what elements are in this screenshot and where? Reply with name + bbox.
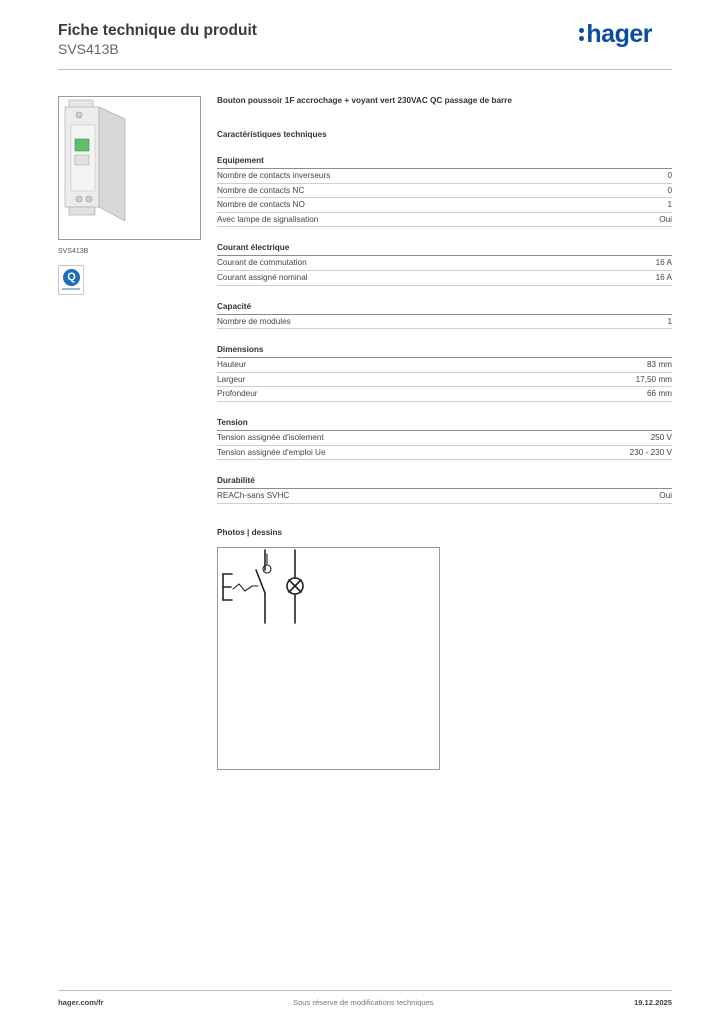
spec-value: 1 — [667, 316, 672, 326]
product-description: Bouton poussoir 1F accrochage + voyant vert 230VAC QC passage de barre — [217, 96, 512, 105]
spec-row — [217, 446, 672, 461]
photos-heading: Photos | dessins — [217, 527, 283, 537]
spec-section-title: Tension — [217, 418, 672, 431]
hager-logo[interactable] — [579, 20, 652, 49]
spec-row — [217, 315, 672, 330]
header-divider — [58, 69, 672, 70]
spec-section — [217, 418, 672, 460]
footer-website-link[interactable]: hager.com/fr — [58, 998, 104, 1007]
spec-label: Tension assignée d'emploi Ue — [217, 447, 326, 457]
spec-label: REACh-sans SVHC — [217, 491, 290, 501]
modular-device-icon — [59, 97, 200, 239]
spec-section-title: Capacité — [217, 302, 672, 315]
spec-section — [217, 243, 672, 285]
spec-label: Tension assignée d'isolement — [217, 432, 324, 442]
spec-value: 250 V — [650, 432, 672, 442]
spec-row — [217, 387, 672, 402]
spec-row — [217, 213, 672, 228]
footer-date: 19.12.2025 — [633, 998, 672, 1007]
spec-value: 16 A — [655, 258, 672, 268]
spec-value: 0 — [667, 171, 672, 180]
spec-label: Avec lampe de signalisation — [217, 214, 319, 224]
spec-section — [217, 156, 672, 227]
spec-row — [217, 271, 672, 286]
spec-section-title: Dimensions — [217, 345, 672, 358]
spec-section-title: Equipement — [217, 156, 672, 169]
spec-section — [217, 476, 672, 504]
spec-row — [217, 489, 672, 504]
page-header — [58, 22, 672, 70]
spec-label: Profondeur — [217, 389, 258, 399]
spec-row — [217, 169, 672, 184]
spec-label: Nombre de modules — [217, 316, 291, 326]
spec-section-title: Courant électrique — [217, 243, 672, 256]
footer-divider — [58, 990, 672, 991]
spec-value: 0 — [667, 185, 672, 195]
spec-label: Courant assigné nominal — [217, 272, 308, 282]
spec-row — [217, 256, 672, 271]
spec-label: Nombre de contacts inverseurs — [217, 171, 331, 180]
spec-value: 230 - 230 V — [629, 447, 672, 457]
spec-label: Nombre de contacts NO — [217, 200, 305, 210]
spec-row — [217, 358, 672, 373]
spec-value: 1 — [667, 200, 672, 210]
specs-heading: Caractéristiques techniques — [217, 130, 327, 139]
quality-q-icon: Q — [63, 269, 80, 286]
product-image-caption: SVS413B — [58, 248, 89, 255]
spec-value: 17,50 mm — [635, 374, 672, 384]
pushbutton-lamp-symbol-icon — [218, 548, 439, 769]
spec-sections — [217, 156, 672, 504]
wiring-diagram — [217, 547, 440, 770]
spec-value: Oui — [659, 214, 672, 224]
spec-label: Courant de commutation — [217, 258, 307, 268]
spec-label: Largeur — [217, 374, 246, 384]
spec-label: Hauteur — [217, 360, 247, 370]
spec-column — [217, 96, 672, 770]
spec-section — [217, 345, 672, 402]
document-title: Fiche technique du produit — [58, 22, 257, 39]
spec-row — [217, 198, 672, 213]
quality-badge — [58, 265, 84, 295]
logo-dots-icon — [579, 27, 585, 42]
quality-badge-underline — [62, 288, 80, 290]
logo-text: hager — [586, 20, 652, 48]
spec-value: 66 mm — [646, 389, 672, 399]
product-image — [58, 96, 201, 240]
spec-value: Oui — [659, 491, 672, 501]
product-visual-column — [58, 96, 202, 295]
spec-row — [217, 373, 672, 388]
spec-value: 83 mm — [646, 360, 672, 370]
spec-section — [217, 302, 672, 330]
product-reference: SVS413B — [58, 41, 119, 57]
footer-disclaimer: Sous réserve de modifications techniques — [293, 998, 434, 1007]
spec-label: Nombre de contacts NC — [217, 185, 305, 195]
spec-value: 16 A — [655, 272, 672, 282]
spec-row — [217, 184, 672, 199]
spec-section-title: Durabilité — [217, 476, 672, 489]
spec-row — [217, 431, 672, 446]
